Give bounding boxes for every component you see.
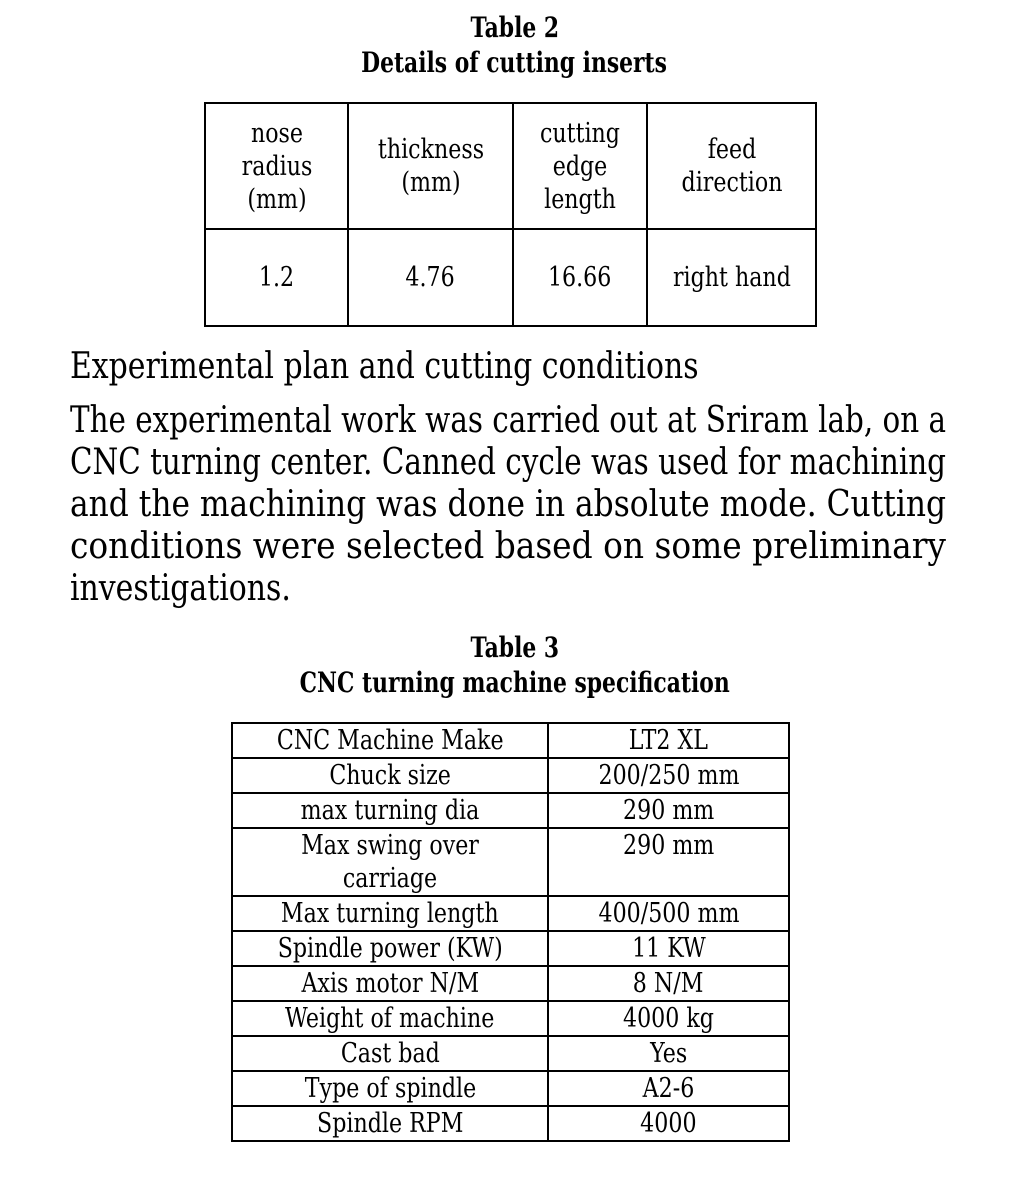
table-row <box>232 896 789 931</box>
spec-label: Axis motor N/M <box>232 966 548 1001</box>
spec-label: Cast bad <box>232 1036 548 1071</box>
spec-value: 4000 kg <box>548 1001 789 1036</box>
spec-value: 400/500 mm <box>548 896 789 931</box>
spec-value: 4000 <box>548 1106 789 1141</box>
body-paragraph <box>70 400 946 610</box>
spec-label: Chuck size <box>232 758 548 793</box>
spec-label: max turning dia <box>232 793 548 828</box>
table3-caption-title: CNC turning machine specification <box>299 666 730 699</box>
spec-value: 200/250 mm <box>548 758 789 793</box>
table-row <box>232 1106 789 1141</box>
table-row <box>232 793 789 828</box>
table-row <box>232 828 789 896</box>
table-row <box>232 1001 789 1036</box>
spec-value: LT2 XL <box>548 723 789 758</box>
cell-cutting-edge-length: 16.66 <box>513 229 647 326</box>
cutting-inserts-table <box>204 102 817 327</box>
spec-label: Spindle RPM <box>232 1106 548 1141</box>
spec-label: Weight of machine <box>232 1001 548 1036</box>
spec-label: Spindle power (KW) <box>232 931 548 966</box>
spec-value: 11 KW <box>548 931 789 966</box>
paragraph-line: The experimental work was carried out at Sriram lab, on a <box>70 400 946 441</box>
cell-feed-direction: right hand <box>647 229 816 326</box>
spec-label: Type of spindle <box>232 1071 548 1106</box>
table2-caption-title: Details of cutting inserts <box>361 46 668 79</box>
header-nose-radius: nose radius (mm) <box>205 103 348 229</box>
paragraph-line: CNC turning center. Canned cycle was used for machining <box>70 442 947 483</box>
cell-thickness: 4.76 <box>348 229 513 326</box>
cell-nose-radius: 1.2 <box>205 229 348 326</box>
header-thickness: thickness (mm) <box>348 103 513 229</box>
table-row <box>205 229 816 326</box>
table-row <box>232 723 789 758</box>
machine-spec-table <box>231 722 790 1142</box>
header-feed-direction: feed direction <box>647 103 816 229</box>
section-heading: Experimental plan and cutting conditions <box>70 346 699 387</box>
paragraph-line: investigations. <box>70 568 291 609</box>
spec-value: A2-6 <box>548 1071 789 1106</box>
table2-caption-number: Table 2 <box>470 11 559 44</box>
spec-value: 290 mm <box>548 828 789 896</box>
table-row <box>232 931 789 966</box>
table-row <box>232 966 789 1001</box>
table-row <box>232 758 789 793</box>
spec-label: Max turning length <box>232 896 548 931</box>
spec-value: 8 N/M <box>548 966 789 1001</box>
table-row <box>232 1036 789 1071</box>
spec-value: Yes <box>548 1036 789 1071</box>
table-row <box>232 1071 789 1106</box>
spec-label: Max swing over carriage <box>232 828 548 896</box>
spec-label: CNC Machine Make <box>232 723 548 758</box>
spec-value: 290 mm <box>548 793 789 828</box>
paragraph-line: conditions were selected based on some preliminary <box>70 526 946 567</box>
table-header-row <box>205 103 816 229</box>
paragraph-line: and the machining was done in absolute mode. Cutting <box>70 484 946 525</box>
header-cutting-edge-length: cutting edge length <box>513 103 647 229</box>
table3-caption-number: Table 3 <box>470 631 559 664</box>
